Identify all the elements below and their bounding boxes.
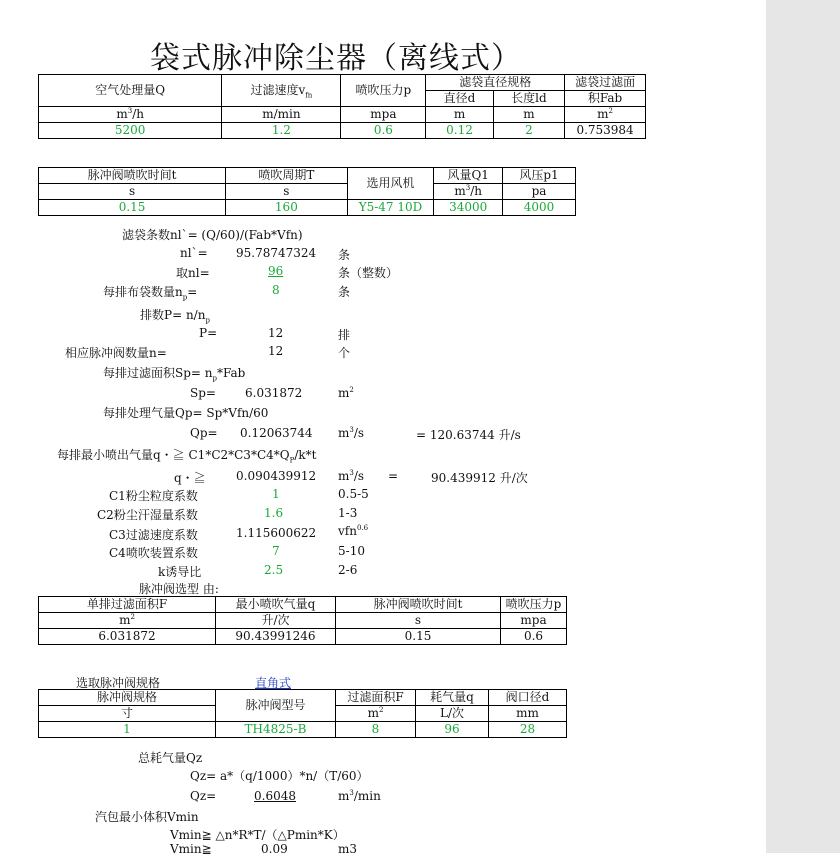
header-fan: 选用风机 <box>347 168 434 200</box>
label-bag-int: 取nl= <box>176 266 210 280</box>
range-k: 2-6 <box>338 563 358 577</box>
label-min-blow: q・≧ <box>174 471 206 485</box>
unit-valve-bore: mm <box>489 706 567 722</box>
label-total-consumption: 总耗气量Qz <box>138 751 203 765</box>
value-row-flow-liters: = 120.63744 升/s <box>416 428 521 442</box>
header-filter-area: 过滤面积F <box>336 690 416 706</box>
value-valve-model[interactable]: TH4825-B <box>216 722 336 738</box>
formula-min-tank: Vmin≧ △n*R*T/（△Pmin*K） <box>170 828 345 842</box>
value-min-blow-t3: 90.43991246 <box>216 629 336 645</box>
header-air-pressure: 风压p1 <box>503 168 576 184</box>
unit-pressure: mpa <box>341 107 426 123</box>
header-row-area: 单排过滤面积F <box>39 597 216 613</box>
unit-air: $m^3/h$ <box>39 107 222 123</box>
label-vmin: Vmin≧ <box>170 842 212 856</box>
unit-row-area-t3: $m^2$ <box>39 613 216 629</box>
value-valve-bore[interactable]: 28 <box>489 722 567 738</box>
unit-valve-spec: 寸 <box>39 706 216 722</box>
value-air-consumption[interactable]: 96 <box>416 722 489 738</box>
header-bag-spec: 滤袋直径规格 <box>426 75 565 91</box>
unit-diameter: m <box>426 107 493 123</box>
unit-rows: 排 <box>338 328 351 342</box>
label-k: k诱导比 <box>158 565 202 579</box>
header-min-blow: 最小喷吹气量q <box>216 597 336 613</box>
header-filter-speed: 过滤速度$v_{fn}$ <box>222 75 341 107</box>
formula-row-flow: 每排处理气量Qp= Sp*Vfn/60 <box>103 406 269 420</box>
valve-selection-table <box>38 596 567 645</box>
formula-rows: 排数$P= n/n_p$ <box>140 308 210 325</box>
value-air[interactable]: 5200 <box>39 123 222 139</box>
formula-row-area: 每排过滤面积$Sp= n_p*Fab$ <box>103 366 246 383</box>
label-valve-count: 相应脉冲阀数量n= <box>65 346 167 360</box>
unit-bag-int: 条（整数） <box>338 266 399 280</box>
label-row-flow: Qp= <box>190 426 218 440</box>
header-blow-time: 脉冲阀喷吹时间t <box>39 168 226 184</box>
range-c2: 1-3 <box>338 506 358 520</box>
label-rows: P= <box>199 326 218 340</box>
value-filter-area[interactable]: 8 <box>336 722 416 738</box>
label-c3: C3过滤速度系数 <box>109 528 198 542</box>
page-title: 袋式脉冲除尘器（离线式） <box>150 41 522 76</box>
value-row-area-t3: 6.031872 <box>39 629 216 645</box>
range-c1: 0.5-5 <box>338 487 369 501</box>
value-min-blow: 0.090439912 <box>236 469 317 483</box>
value-length[interactable]: 2 <box>493 123 564 139</box>
unit-flow: $m^3/h$ <box>434 184 503 200</box>
value-c4[interactable]: 7 <box>272 544 280 558</box>
unit-valve-pressure: mpa <box>501 613 567 629</box>
value-qz: 0.6048 <box>254 789 296 803</box>
unit-fan-pressure: pa <box>503 184 576 200</box>
value-bags-per-row[interactable]: 8 <box>272 283 280 297</box>
label-c2: C2粉尘汗湿量系数 <box>97 508 198 522</box>
unit-row-flow: $m^3/s$ <box>338 426 365 440</box>
value-blow-time[interactable]: 0.15 <box>39 200 226 216</box>
value-vmin: 0.09 <box>261 842 288 856</box>
unit-vmin: m3 <box>338 842 358 856</box>
unit-bag-count: 条 <box>338 248 351 262</box>
params-table <box>38 74 646 139</box>
unit-valve-count: 个 <box>338 346 351 360</box>
unit-time: s <box>39 184 226 200</box>
value-air-flow[interactable]: 34000 <box>434 200 503 216</box>
value-row-area: 6.031872 <box>245 386 303 400</box>
value-valve-pressure: 0.6 <box>501 629 567 645</box>
value-c2[interactable]: 1.6 <box>264 506 284 520</box>
unit-air-consumption: L/次 <box>416 706 489 722</box>
valve-spec-table <box>38 689 567 738</box>
value-fan[interactable]: Y5-47 10D <box>347 200 434 216</box>
value-bag-int[interactable]: 96 <box>268 264 284 278</box>
header-bag-area: 滤袋过滤面 <box>565 75 646 91</box>
header-air-volume: 空气处理量Q <box>39 75 222 107</box>
value-c3: 1.115600622 <box>236 526 317 540</box>
equals-sign: = <box>388 469 399 483</box>
unit-bags-per-row: 条 <box>338 285 351 299</box>
value-pressure[interactable]: 0.6 <box>341 123 426 139</box>
value-bag-count: 95.78747324 <box>236 246 317 260</box>
header-length: 长度ld <box>493 91 564 107</box>
unit-valve-time: s <box>336 613 501 629</box>
unit-length: m <box>493 107 564 123</box>
range-c3: vfn$^{0.6}$ <box>338 524 369 538</box>
unit-min-blow: $m^3/s$ <box>338 469 365 483</box>
header-air-consumption: 耗气量q <box>416 690 489 706</box>
value-fan-pressure[interactable]: 4000 <box>503 200 576 216</box>
value-blow-period[interactable]: 160 <box>226 200 348 216</box>
value-row-flow: 0.12063744 <box>240 426 313 440</box>
header-valve-spec: 脉冲阀规格 <box>39 690 216 706</box>
label-bags-per-row: 每排布袋数量$n_p=$ <box>103 285 198 302</box>
label-row-area: Sp= <box>190 386 216 400</box>
value-speed[interactable]: 1.2 <box>222 123 341 139</box>
valve-fan-table <box>38 167 576 216</box>
value-k[interactable]: 2.5 <box>264 563 284 577</box>
unit-min-blow-t3: 升/次 <box>216 613 336 629</box>
value-c1[interactable]: 1 <box>272 487 280 501</box>
range-c4: 5-10 <box>338 544 365 558</box>
unit-row-area: $m^2$ <box>338 386 354 400</box>
header-air-flow: 风量Q1 <box>434 168 503 184</box>
unit-speed: m/min <box>222 107 341 123</box>
formula-total-consumption: Qz= a*（q/1000）*n/（T/60） <box>190 769 369 783</box>
label-c4: C4喷吹装置系数 <box>109 546 198 560</box>
value-valve-spec[interactable]: 1 <box>39 722 216 738</box>
header-blow-pressure: 喷吹压力p <box>341 75 426 107</box>
value-valve-time: 0.15 <box>336 629 501 645</box>
header-bag-area-2: 积Fab <box>565 91 646 107</box>
header-blow-period: 喷吹周期T <box>226 168 348 184</box>
header-valve-pressure: 喷吹压力p <box>501 597 567 613</box>
label-c1: C1粉尘粒度系数 <box>109 489 198 503</box>
header-valve-time: 脉冲阀喷吹时间t <box>336 597 501 613</box>
value-diameter[interactable]: 0.12 <box>426 123 493 139</box>
valve-type-link[interactable]: 直角式 <box>255 676 292 690</box>
label-valve-selection: 脉冲阀选型 由: <box>139 582 219 596</box>
unit-qz: $m^3/\min$ <box>338 789 381 803</box>
label-min-tank: 汽包最小体积Vmin <box>95 810 199 824</box>
unit-period: s <box>226 184 348 200</box>
formula-bag-count: 滤袋条数nl`= (Q/60)/(Fab*Vfn) <box>122 228 303 242</box>
header-valve-model: 脉冲阀型号 <box>216 690 336 722</box>
unit-area: $m^2$ <box>565 107 646 123</box>
label-valve-spec-select: 选取脉冲阀规格 <box>76 676 161 690</box>
value-valve-count: 12 <box>268 344 284 358</box>
formula-min-blow: 每排最小喷出气量q・≧ $C1*C2*C3*C4*Q_P/k*t$ <box>57 448 317 465</box>
header-valve-bore: 阀口径d <box>489 690 567 706</box>
label-qz: Qz= <box>190 789 217 803</box>
header-diameter: 直径d <box>426 91 493 107</box>
value-rows: 12 <box>268 326 284 340</box>
value-area: 0.753984 <box>565 123 646 139</box>
unit-filter-area: $m^2$ <box>336 706 416 722</box>
gray-side-panel <box>766 0 840 853</box>
label-bag-count: nl`= <box>180 246 208 260</box>
value-min-blow-liters: 90.439912 升/次 <box>431 471 528 485</box>
